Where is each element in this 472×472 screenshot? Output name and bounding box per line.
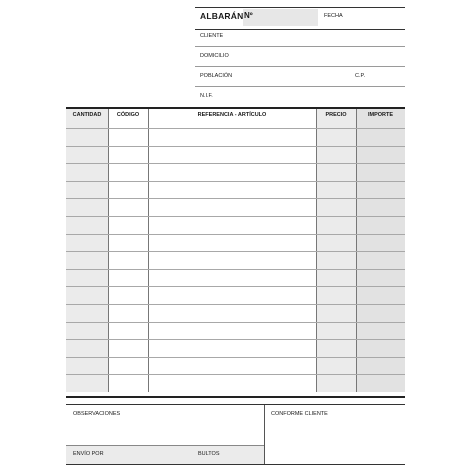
table-row[interactable] — [66, 374, 405, 375]
town-field[interactable] — [195, 86, 405, 87]
number-label: Nº — [244, 11, 253, 20]
table-row[interactable] — [66, 146, 405, 147]
table-row[interactable] — [66, 234, 405, 235]
column-header-amount: IMPORTE — [367, 112, 394, 118]
address-field[interactable] — [195, 66, 405, 67]
postal-code-label: C.P. — [355, 73, 365, 79]
table-row[interactable] — [66, 304, 405, 305]
client-field[interactable] — [195, 46, 405, 47]
table-row[interactable] — [66, 269, 405, 270]
date-label: FECHA — [324, 13, 343, 19]
items-table — [66, 107, 405, 398]
table-row[interactable] — [66, 216, 405, 217]
document-title: ALBARÁN — [200, 11, 244, 21]
table-row[interactable] — [66, 128, 405, 129]
table-row[interactable] — [66, 322, 405, 323]
observations-label: OBSERVACIONES — [73, 411, 121, 417]
table-row[interactable] — [66, 251, 405, 252]
tax-id-label: N.I.F. — [200, 93, 213, 99]
town-label: POBLACIÓN — [200, 73, 233, 79]
column-header-price: PRECIO — [325, 112, 347, 118]
table-row[interactable] — [66, 198, 405, 199]
column-header-quantity: CANTIDAD — [72, 112, 102, 118]
table-row[interactable] — [66, 357, 405, 358]
table-row[interactable] — [66, 339, 405, 340]
client-label: CLIENTE — [200, 33, 224, 39]
packages-label: BULTOS — [198, 451, 220, 457]
table-row[interactable] — [66, 181, 405, 182]
footer-divider — [264, 405, 265, 464]
shipped-by-label: ENVÍO POR — [73, 451, 104, 457]
column-header-code: CÓDIGO — [116, 112, 140, 118]
footer-bottom-rule — [66, 464, 405, 465]
column-header-reference: REFERENCIA - ARTÍCULO — [197, 112, 267, 118]
table-row[interactable] — [66, 286, 405, 287]
client-approval-label: CONFORME CLIENTE — [271, 411, 328, 417]
footer-top-rule — [66, 404, 405, 405]
footer-inner-rule — [66, 445, 264, 446]
address-label: DOMICILIO — [200, 53, 229, 59]
table-row[interactable] — [66, 163, 405, 164]
